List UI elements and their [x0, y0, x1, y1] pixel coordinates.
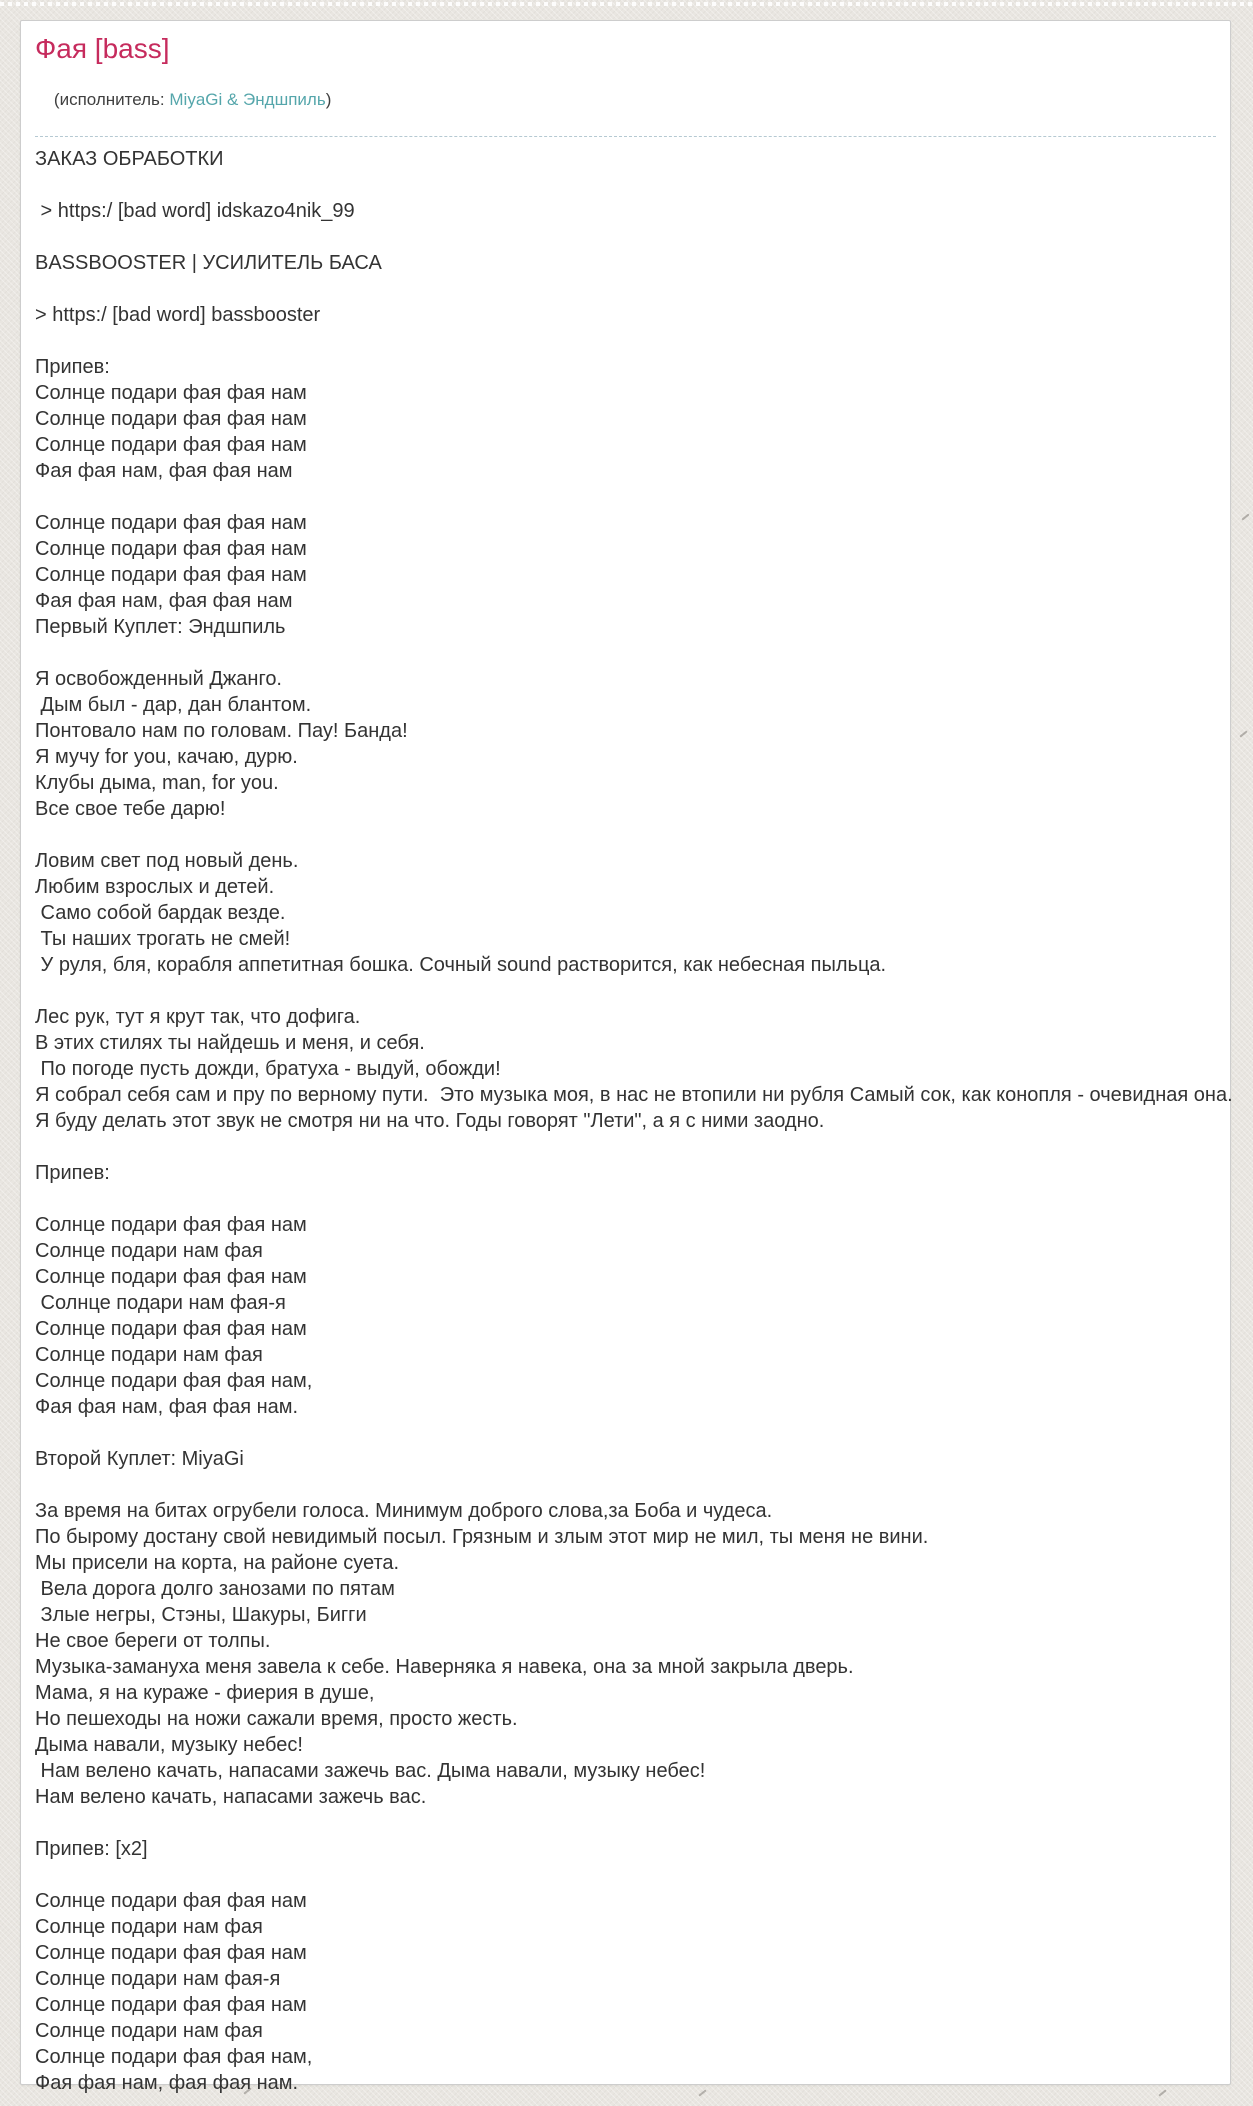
lyric-line: Нам велено качать, напасами зажечь вас. — [35, 1786, 427, 1808]
lyric-line: Солнце подари фая фая нам — [35, 1994, 307, 2016]
lyrics-text — [35, 146, 1233, 2096]
artist-label-close: ) — [325, 90, 332, 109]
lyric-line: Лес рук, тут я крут так, что дофига. — [35, 1006, 361, 1028]
lyric-line: Дым был - дар, дан блантом. — [35, 694, 312, 716]
lyric-line — [35, 172, 1216, 198]
lyric-line: Солнце подари нам фая — [35, 1344, 263, 1366]
lyric-line: Все свое тебе дарю! — [35, 798, 226, 820]
lyric-line: Я мучу for you, качаю, дурю. — [35, 746, 298, 768]
lyric-line: Солнце подари фая фая нам, — [35, 2046, 313, 2068]
lyric-line: Фая фая нам, фая фая нам — [35, 590, 293, 612]
lyric-line: Вела дорога долго занозами по пятам — [35, 1578, 395, 1600]
lyric-line: Мы присели на корта, на районе суета. — [35, 1552, 400, 1574]
lyric-line: Солнце подари фая фая нам — [35, 434, 307, 456]
lyric-line: Музыка-замануха меня завела к себе. Наверняка я навека, она за мной закрыла дверь. — [35, 1656, 854, 1678]
lyric-line: Я освобожденный Джанго. — [35, 668, 282, 690]
lyric-line — [35, 1134, 1216, 1160]
lyric-line — [35, 1810, 1216, 1836]
lyric-line: По бырому достану свой невидимый посыл. Грязным и злым этот мир не мил, ты меня не вини. — [35, 1526, 929, 1548]
lyric-line — [35, 1862, 1216, 1888]
stitched-edge-texture — [0, 2, 1253, 6]
lyric-line — [35, 1186, 1216, 1212]
lyric-line: Припев: [x2] — [35, 1838, 148, 1860]
lyric-line: Не свое береги от толпы. — [35, 1630, 271, 1652]
lyric-line: Я собрал себя сам и пру по верному пути. Это музыка моя, в нас не втопили ни рубля Самый сок, как конопля - очевидная она. — [35, 1084, 1233, 1106]
lyric-line: За время на битах огрубели голоса. Минимум доброго слова,за Боба и чудеса. — [35, 1500, 773, 1522]
lyric-line: > https:/ [bad word] bassbooster — [35, 304, 321, 326]
artist-link[interactable]: MiyaGi & Эндшпиль — [169, 90, 326, 109]
lyric-line: Само собой бардак везде. — [35, 902, 286, 924]
lyric-line — [35, 328, 1216, 354]
lyric-line: В этих стилях ты найдешь и меня, и себя. — [35, 1032, 425, 1054]
lyric-line: Ты наших трогать не смей! — [35, 928, 291, 950]
background-scratch — [1239, 730, 1247, 737]
lyric-line: Нам велено качать, напасами зажечь вас. Дыма навали, музыку небес! — [35, 1760, 706, 1782]
lyric-line: Первый Куплет: Эндшпиль — [35, 616, 286, 638]
lyric-line: Понтовало нам по головам. Пау! Банда! — [35, 720, 408, 742]
lyric-line: У руля, бля, корабля аппетитная бошка. Сочный sound растворится, как небесная пыльца. — [35, 954, 887, 976]
artist-label: (исполнитель: — [53, 90, 170, 109]
lyric-line: Солнце подари фая фая нам — [35, 382, 307, 404]
lyric-line — [35, 1472, 1216, 1498]
lyric-line: По погоде пусть дожди, братуха - выдуй, обожди! — [35, 1058, 501, 1080]
lyric-line: Солнце подари фая фая нам — [35, 564, 307, 586]
lyric-line: Солнце подари фая фая нам, — [35, 1370, 313, 1392]
lyric-line: Припев: — [35, 1162, 110, 1184]
lyric-line: Солнце подари нам фая — [35, 2020, 263, 2042]
lyric-line: > https:/ [bad word] idskazo4nik_99 — [35, 200, 355, 222]
lyric-line: Ловим свет под новый день. — [35, 850, 299, 872]
lyric-line — [35, 484, 1216, 510]
lyric-line: Солнце подари фая фая нам — [35, 538, 307, 560]
lyric-line: Солнце подари нам фая-я — [35, 1968, 281, 1990]
lyric-line: Солнце подари фая фая нам — [35, 1214, 307, 1236]
lyric-line: Фая фая нам, фая фая нам. — [35, 1396, 299, 1418]
lyric-line — [35, 276, 1216, 302]
lyric-line — [35, 1420, 1216, 1446]
lyric-line: Солнце подари фая фая нам — [35, 1318, 307, 1340]
lyrics-card — [20, 20, 1233, 2094]
lyric-line: Солнце подари фая фая нам — [35, 1942, 307, 1964]
lyric-line: Солнце подари фая фая нам — [35, 1266, 307, 1288]
lyric-line: Солнце подари нам фая-я — [35, 1292, 286, 1314]
lyric-line: Солнце подари фая фая нам — [35, 512, 307, 534]
lyric-line — [35, 978, 1216, 1004]
lyric-line: Фая фая нам, фая фая нам. — [35, 2072, 299, 2094]
lyric-line — [35, 822, 1216, 848]
lyric-line: Клубы дыма, man, for you. — [35, 772, 279, 794]
lyric-line: Но пешеходы на ножи сажали время, просто жесть. — [35, 1708, 518, 1730]
lyric-line: Солнце подари нам фая — [35, 1916, 263, 1938]
lyric-line — [35, 640, 1216, 666]
lyric-line: Второй Куплет: MiyaGi — [35, 1448, 244, 1470]
lyric-line: ЗАКАЗ ОБРАБОТКИ — [35, 148, 224, 170]
background-scratch — [1241, 513, 1249, 520]
artist-line — [35, 68, 1216, 137]
lyric-line: Припев: — [35, 356, 110, 378]
lyric-line: Злые негры, Стэны, Шакуры, Бигги — [35, 1604, 367, 1626]
lyric-line: Фая фая нам, фая фая нам — [35, 460, 293, 482]
song-title: Фая [bass] — [35, 33, 170, 64]
lyric-line: Солнце подари нам фая — [35, 1240, 263, 1262]
lyric-line: Дыма навали, музыку небес! — [35, 1734, 303, 1756]
lyric-line: Любим взрослых и детей. — [35, 876, 275, 898]
lyric-line: Солнце подари фая фая нам — [35, 408, 307, 430]
lyric-line — [35, 224, 1216, 250]
lyric-line: Я буду делать этот звук не смотря ни на что. Годы говорят "Лети", а я с ними заодно. — [35, 1110, 825, 1132]
lyric-line: Солнце подари фая фая нам — [35, 1890, 307, 1912]
lyric-line: BASSBOOSTER | УСИЛИТЕЛЬ БАСА — [35, 252, 382, 274]
lyric-line: Мама, я на кураже - фиерия в душе, — [35, 1682, 375, 1704]
